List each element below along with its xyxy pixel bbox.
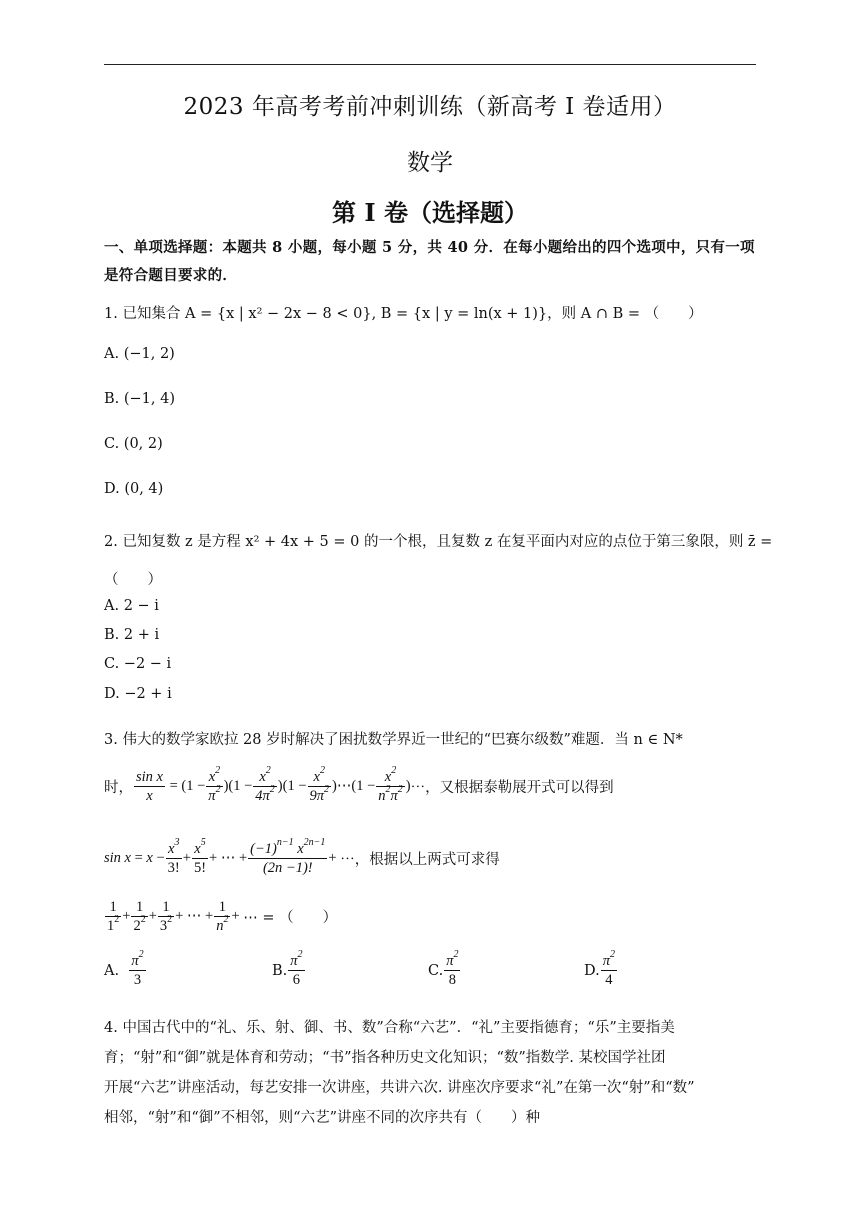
- option-a-value: $\frac{\pi^2}{3}$: [131, 949, 144, 988]
- term-2: $\frac{x^2}{4\pi^2}$: [255, 765, 275, 804]
- question-1-option-d: D. (0, 4): [104, 481, 164, 497]
- question-3-formula-taylor: sin x = x − $\frac{x^3}{3!}$ + $\frac{x^5}{5!}$ + ⋯ + $\frac{(-1)^{n-1} x^{2n-1}}{(2n -1)!}$ + ⋯，根据以上两式可求得: [104, 837, 500, 876]
- question-1-option-c: C. (0, 2): [104, 436, 163, 452]
- series-term-1: $\frac{1}{1^2}$: [107, 899, 120, 934]
- question-3-line2-prefix: 时，: [104, 780, 133, 796]
- section-heading-line2: 是符合题目要求的．: [104, 267, 238, 284]
- term-n: $\frac{x^2}{n^2\pi^2}$: [378, 765, 403, 804]
- question-3-formula-euler: 时， $\frac{\text{sin x}}{x}$ = (1 − $\frac{x^2}{\pi^2}$ )(1 − $\frac{x^2}{4\pi^2}$ )(1 − $\frac{x^2}{9\pi^2}$ )⋯(1 − $\frac{x^2}{n^2\pi^2}$ ) ⋯，又根据泰勒展开式可以得到: [104, 765, 614, 804]
- header-rule: [104, 64, 756, 65]
- question-3-line1: 3. 伟大的数学家欧拉 28 岁时解决了困扰数学界近一世纪的“巴赛尔级数”难题．当 n ∈ N*: [104, 732, 683, 748]
- section-heading-line1: 一、单项选择题：本题共 8 小题，每小题 5 分，共 40 分．在每小题给出的四个选项中，只有一项: [104, 239, 755, 256]
- question-1-stem: 1. 已知集合 A = {x | x² − 2x − 8 < 0}, B = {x | y = ln(x + 1)}，则 A ∩ B = （ ）: [104, 306, 703, 322]
- question-3-line4-suffix: ⋯ = （ ）: [243, 910, 338, 926]
- question-3-option-c: [428, 949, 461, 989]
- question-3-line3-suffix: ⋯，根据以上两式可求得: [340, 852, 500, 868]
- taylor-term-n: $\frac{(-1)^{n-1} x^{2n-1}}{(2n -1)!}$: [250, 837, 326, 876]
- exam-title: 2023 年高考考前冲刺训练（新高考 I 卷适用）: [183, 94, 677, 120]
- question-4-line4: 相邻，“射”和“御”不相邻，则“六艺”讲座不同的次序共有（ ）种: [104, 1110, 540, 1126]
- series-term-n: $\frac{1}{n^2}$: [216, 899, 229, 934]
- question-1-option-b: B. (−1, 4): [104, 391, 176, 407]
- question-1-option-a: A. (−1, 2): [104, 346, 175, 362]
- term-1: $\frac{x^2}{\pi^2}$: [208, 765, 221, 804]
- question-3-option-a: [104, 949, 147, 989]
- question-2-stem-cont: （ ）: [104, 572, 162, 588]
- option-c-value: $\frac{\pi^2}{8}$: [446, 949, 459, 988]
- option-c-label: C.: [428, 962, 444, 979]
- subject-title: 数学: [407, 150, 453, 176]
- option-b-label: B.: [272, 962, 288, 979]
- taylor-term-3: $\frac{x^3}{3!}$: [167, 837, 180, 876]
- option-d-value: $\frac{\pi^2}{4}$: [602, 949, 615, 988]
- taylor-term-5: $\frac{x^5}{5!}$: [193, 837, 207, 876]
- question-4-line3: 开展“六艺”讲座活动，每艺安排一次讲座，共讲六次. 讲座次序要求“礼”在第一次“射”和“数”: [104, 1080, 695, 1096]
- question-2-option-c: C. −2 − i: [104, 656, 172, 672]
- sinx-over-x: $\frac{\text{sin x}}{x}$: [136, 769, 163, 804]
- option-b-value: $\frac{\pi^2}{6}$: [290, 949, 303, 988]
- question-2-option-b: B. 2 + i: [104, 627, 160, 643]
- term-3: $\frac{x^2}{9\pi^2}$: [309, 765, 330, 804]
- option-a-label: A.: [104, 962, 120, 979]
- question-2-option-a: A. 2 − i: [104, 598, 159, 614]
- question-2-option-d: D. −2 + i: [104, 686, 172, 702]
- question-3-option-d: [584, 949, 618, 989]
- question-3-line2-suffix: ⋯，又根据泰勒展开式可以得到: [410, 780, 614, 796]
- question-4-line1: 4. 中国古代中的“礼、乐、射、御、书、数”合称“六艺”．“礼”主要指德育；“乐”主要指美: [104, 1020, 675, 1036]
- question-4-line2: 育；“射”和“御”就是体育和劳动；“书”指各种历史文化知识；“数”指数学. 某校国学社团: [104, 1050, 666, 1066]
- option-d-label: D.: [584, 962, 600, 979]
- question-2-stem: 2. 已知复数 z 是方程 x² + 4x + 5 = 0 的一个根，且复数 z 在复平面内对应的点位于第三象限，则 z̄ =: [104, 534, 773, 550]
- question-3-series: $\frac{1}{1^2}$ + $\frac{1}{2^2}$ + $\frac{1}{3^2}$ + ⋯ + $\frac{1}{n^2}$ + ⋯ = （ ）: [107, 899, 338, 934]
- volume-title: 第 I 卷（选择题）: [332, 198, 528, 227]
- question-3-option-b: [272, 949, 306, 989]
- series-term-3: $\frac{1}{3^2}$: [159, 899, 173, 934]
- series-term-2: $\frac{1}{2^2}$: [133, 899, 146, 934]
